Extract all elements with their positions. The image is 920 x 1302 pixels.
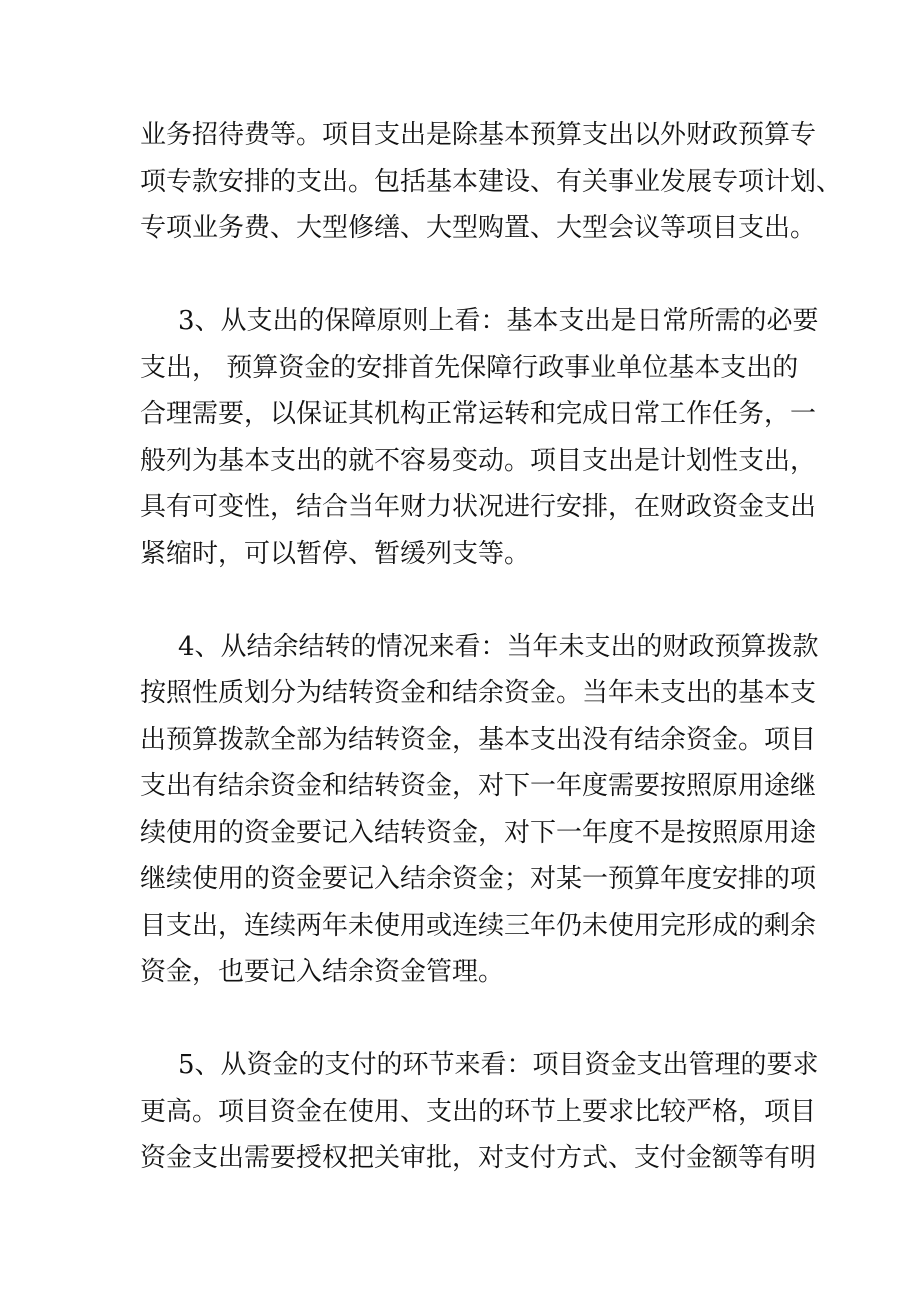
text-line: 3、从支出的保障原则上看：基本支出是日常所需的必要 — [178, 306, 819, 336]
text-line: 般列为基本支出的就不容易变动。项目支出是计划性支出， — [140, 445, 817, 476]
text-line: 更高。项目资金在使用、支出的环节上要求比较严格，项目 — [140, 1096, 817, 1127]
text-line: 4、从结余结转的情况来看：当年未支出的财政预算拨款 — [178, 631, 819, 662]
text-line: 资金支出需要授权把关审批，对支付方式、支付金额等有明 — [140, 1143, 817, 1173]
text-line: 紧缩时，可以暂停、暂缓列支等。 — [140, 538, 531, 569]
text-line: 继续使用的资金要记入结余资金；对某一预算年度安排的项 — [140, 864, 817, 894]
paragraph-point-4 — [140, 624, 819, 996]
paragraph-point-5 — [140, 1042, 819, 1182]
text-line: 项专款安排的支出。包括基本建设、有关事业发展专项计划、 — [140, 166, 843, 197]
text-line: 支出有结余资金和结转资金，对下一年度需要按照原用途继 — [140, 771, 817, 801]
text-line: 资金，也要记入结余资金管理。 — [140, 957, 505, 987]
text-line: 续使用的资金要记入结转资金，对下一年度不是按照原用途 — [140, 817, 817, 848]
paragraph-gap — [140, 996, 790, 1043]
text-line: 专项业务费、大型修缮、大型购置、大型会议等项目支出。 — [140, 213, 817, 243]
text-line: 5、从资金的支付的环节来看：项目资金支出管理的要求 — [178, 1050, 819, 1080]
text-line: 目支出，连续两年未使用或连续三年仍未使用完形成的剩余 — [140, 910, 817, 941]
paragraph-gap — [140, 577, 790, 624]
text-line: 合理需要，以保证其机构正常运转和完成日常工作任务，一 — [140, 399, 817, 429]
text-line: 支出， 预算资金的安排首先保障行政事业单位基本支出的 — [140, 352, 799, 383]
text-line: 出预算拨款全部为结转资金，基本支出没有结余资金。项目 — [140, 724, 817, 755]
text-line: 按照性质划分为结转资金和结余资金。当年未支出的基本支 — [140, 678, 817, 708]
body-text — [140, 112, 843, 1182]
text-line: 具有可变性，结合当年财力状况进行安排，在财政资金支出 — [140, 492, 817, 522]
paragraph-continuation — [140, 112, 843, 252]
text-line: 业务招待费等。项目支出是除基本预算支出以外财政预算专 — [140, 120, 817, 150]
paragraph-point-3 — [140, 298, 819, 577]
paragraph-gap — [140, 252, 790, 299]
